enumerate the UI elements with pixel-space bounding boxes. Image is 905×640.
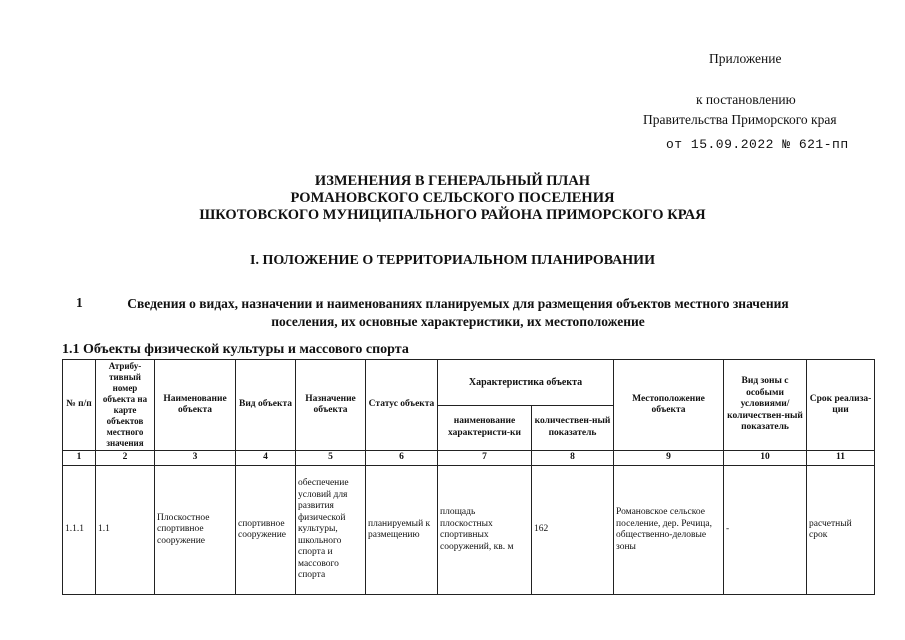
column-number: 3 xyxy=(155,451,236,466)
column-number: 9 xyxy=(614,451,724,466)
date-number-stamp: от 15.09.2022 № 621-пп xyxy=(666,137,849,152)
header-attr: Атрибу-тивный номер объекта на карте объектов местного значения xyxy=(96,360,155,451)
column-number: 11 xyxy=(807,451,875,466)
objects-table xyxy=(62,359,875,595)
info-line-2: поселения, их основные характеристики, их местоположение xyxy=(271,314,645,329)
header-location: Местоположение объекта xyxy=(614,360,724,451)
info-line-1: Сведения о видах, назначении и наименованиях планируемых для размещения объектов местного значения xyxy=(127,296,789,311)
header-term: Срок реализа-ции xyxy=(807,360,875,451)
header-char-value: количествен-ный показатель xyxy=(532,405,614,451)
cell-purpose: обеспечение условий для развития физической культуры, школьного спорта и массового спорта xyxy=(296,466,366,595)
cell-name: Плоскостное спортивное сооружение xyxy=(155,466,236,595)
cell-zone: - xyxy=(724,466,807,595)
government-label: Правительства Приморского края xyxy=(643,112,837,127)
header-zone: Вид зоны с особыми условиями/ количествен-ный показатель xyxy=(724,360,807,451)
header-purpose: Назначение объекта xyxy=(296,360,366,451)
document-title-line-1: ИЗМЕНЕНИЯ В ГЕНЕРАЛЬНЫЙ ПЛАН xyxy=(314,173,591,189)
table-row xyxy=(63,466,875,595)
cell-type: спортивное сооружение xyxy=(236,466,296,595)
column-number: 2 xyxy=(96,451,155,466)
header-characteristics: Характеристика объекта xyxy=(438,360,614,406)
subsection-title: 1.1 Объекты физической культуры и массового спорта xyxy=(62,342,409,357)
section-title: I. ПОЛОЖЕНИЕ О ТЕРРИТОРИАЛЬНОМ ПЛАНИРОВАНИИ xyxy=(250,253,655,268)
cell-term: расчетный срок xyxy=(807,466,875,595)
cell-attr: 1.1 xyxy=(96,466,155,595)
cell-char-value: 162 xyxy=(532,466,614,595)
cell-char-name: площадь плоскостных спортивных сооружений, кв. м xyxy=(438,466,532,595)
column-number: 4 xyxy=(236,451,296,466)
column-number: 10 xyxy=(724,451,807,466)
info-number: 1 xyxy=(76,295,83,310)
header-num: № п/п xyxy=(63,360,96,451)
resolution-label: к постановлению xyxy=(696,92,796,107)
cell-location: Романовское сельское поселение, дер. Речица, общественно-деловые зоны xyxy=(614,466,724,595)
column-number: 1 xyxy=(63,451,96,466)
document-title-line-3: ШКОТОВСКОГО МУНИЦИПАЛЬНОГО РАЙОНА ПРИМОРСКОГО КРАЯ xyxy=(199,207,706,223)
column-number: 5 xyxy=(296,451,366,466)
column-number: 8 xyxy=(532,451,614,466)
appendix-label: Приложение xyxy=(709,51,782,66)
document-title-line-2: РОМАНОВСКОГО СЕЛЬСКОГО ПОСЕЛЕНИЯ xyxy=(290,190,615,206)
cell-status: планируемый к размещению xyxy=(366,466,438,595)
header-type: Вид объекта xyxy=(236,360,296,451)
column-number: 7 xyxy=(438,451,532,466)
column-number: 6 xyxy=(366,451,438,466)
header-name: Наименование объекта xyxy=(155,360,236,451)
header-char-name: наименование характеристи-ки xyxy=(438,405,532,451)
header-status: Статус объекта xyxy=(366,360,438,451)
cell-num: 1.1.1 xyxy=(63,466,96,595)
